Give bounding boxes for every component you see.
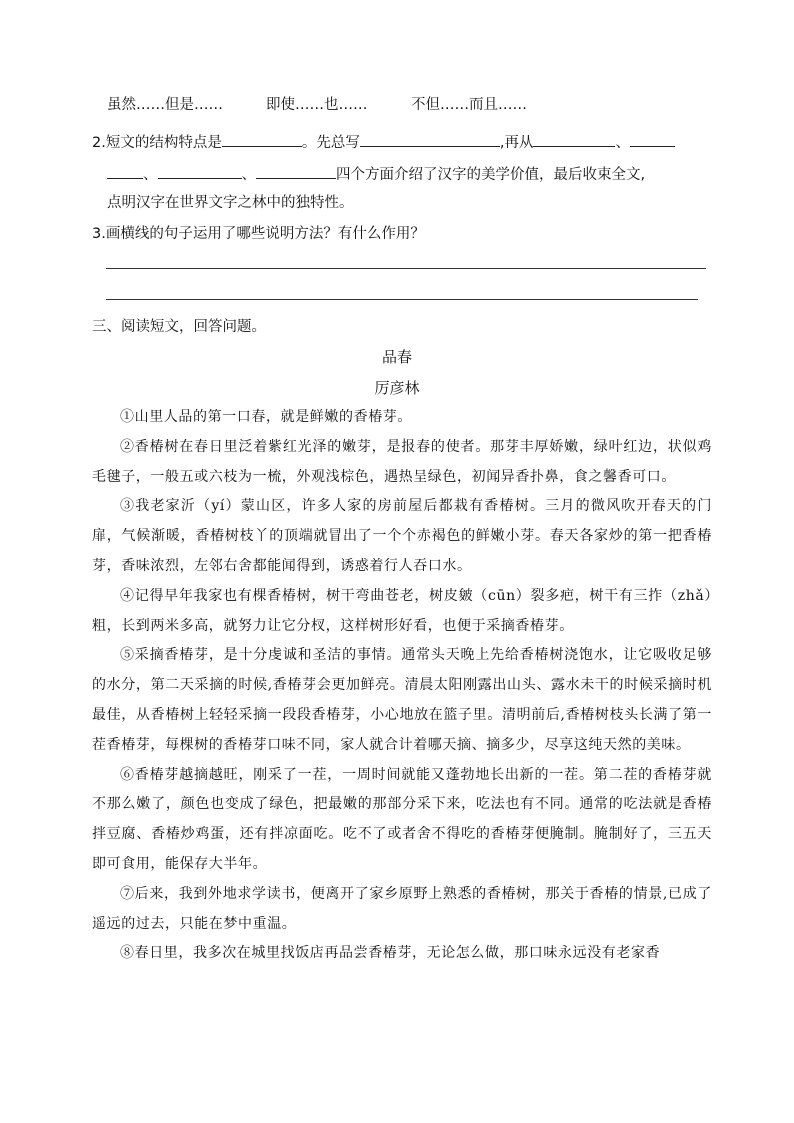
paragraph-1: ①山里人品的第一口春，就是鲜嫩的香椿芽。 — [120, 409, 412, 425]
answer-blank[interactable] — [222, 131, 302, 147]
separator: 、 — [615, 135, 630, 151]
question-2-line-2 — [107, 163, 645, 185]
answer-line-2[interactable] — [106, 299, 698, 300]
separator: 、 — [241, 167, 256, 183]
question-2-mid2: ,再从 — [499, 135, 534, 151]
conjunction-option-2: 即使……也…… — [266, 97, 368, 113]
paragraph-2: ②香椿树在春日里泛着紫红光泽的嫩芽，是报春的使者。那芽丰厚娇嫩，绿叶红边，状似鸡毛毽子，一般五或六枝为一梳，外观浅棕色，遇热呈绿色，初闻异香扑鼻，食之馨香可口。 — [92, 438, 712, 485]
question-3: 3.画横线的句子运用了哪些说明方法？有什么作用？ — [92, 226, 425, 242]
paragraph-5: ⑤采摘香椿芽，是十分虔诚和圣洁的事情。通常头天晚上先给香椿树浇饱水，让它吸收足够的水分，第二天采摘的时候,香椿芽会更加鲜亮。清晨太阳刚露出山头、露水未干的时候采摘时机最佳，从香椿树上轻轻采摘一段段香椿芽，小心地放在篮子里。清明前后,香椿树枝头长满了第一茬香椿芽，每棵树的香椿芽口味不同，家人就合计着哪天摘、摘多少，尽享这纯天然的美味。 — [92, 647, 712, 753]
answer-blank[interactable] — [630, 131, 675, 147]
paragraph-7: ⑦后来，我到外地求学读书，便离开了家乡原野上熟悉的香椿树，那关于香椿的情景,已成了遥远的过去，只能在梦中重温。 — [92, 885, 712, 932]
separator: 、 — [143, 167, 158, 183]
paragraph-3: ③我老家沂（yí）蒙山区，许多人家的房前屋后都栽有香椿树。三月的微风吹开春天的门扉，气候渐暖，香椿树枝丫的顶端就冒出了一个个赤褐色的鲜嫩小芽。春天各家炒的第一把香椿芽，香味浓烈，左邻右舍都能闻得到，诱惑着行人吞口水。 — [92, 498, 712, 574]
article-title: 品春 — [381, 348, 412, 366]
conjunction-option-3: 不但……而且…… — [411, 97, 527, 113]
question-2-line-1 — [92, 131, 675, 153]
article-body — [92, 403, 712, 969]
paragraph-8: ⑧春日里，我多次在城里找饭店再品尝香椿芽，无论怎么做，那口味永远没有老家香 — [120, 945, 661, 962]
answer-line-1[interactable] — [106, 268, 706, 269]
article-author: 厉彦林 — [374, 379, 420, 397]
question-2-mid1: 。先总写 — [301, 135, 360, 151]
section-3-heading: 三、阅读短文，回答问题。 — [92, 319, 266, 335]
answer-blank[interactable] — [533, 131, 615, 147]
answer-blank[interactable] — [158, 163, 242, 179]
question-2-line2-text: 四个方面介绍了汉字的美学价值，最后收束全文, — [336, 167, 646, 183]
paragraph-6: ⑥香椿芽越摘越旺，刚采了一茬，一周时间就能又蓬勃地长出新的一茬。第二茬的香椿芽就不那么嫩了，颜色也变成了绿色，把最嫩的那部分采下来，吃法也有不同。通常的吃法就是香椿拌豆腐、香椿炒鸡蛋，还有拌凉面吃。吃不了或者舍不得吃的香椿芽便腌制。腌制好了，三五天即可食用，能保存大半年。 — [92, 766, 712, 872]
answer-blank[interactable] — [360, 131, 500, 147]
answer-blank[interactable] — [107, 163, 143, 179]
conjunction-option-1: 虽然……但是…… — [107, 97, 223, 113]
question-2-prefix: 2.短文的结构特点是 — [92, 135, 222, 151]
question-2-line-3: 点明汉字在世界文字之林中的独特性。 — [107, 195, 354, 211]
paragraph-4: ④记得早年我家也有棵香椿树，树干弯曲苍老，树皮皴（cūn）裂多疤，树干有三拃（zhǎ）粗，长到两米多高，就努力让它分杈，这样树形好看，也便于采摘香椿芽。 — [92, 587, 712, 634]
answer-blank[interactable] — [256, 163, 336, 179]
